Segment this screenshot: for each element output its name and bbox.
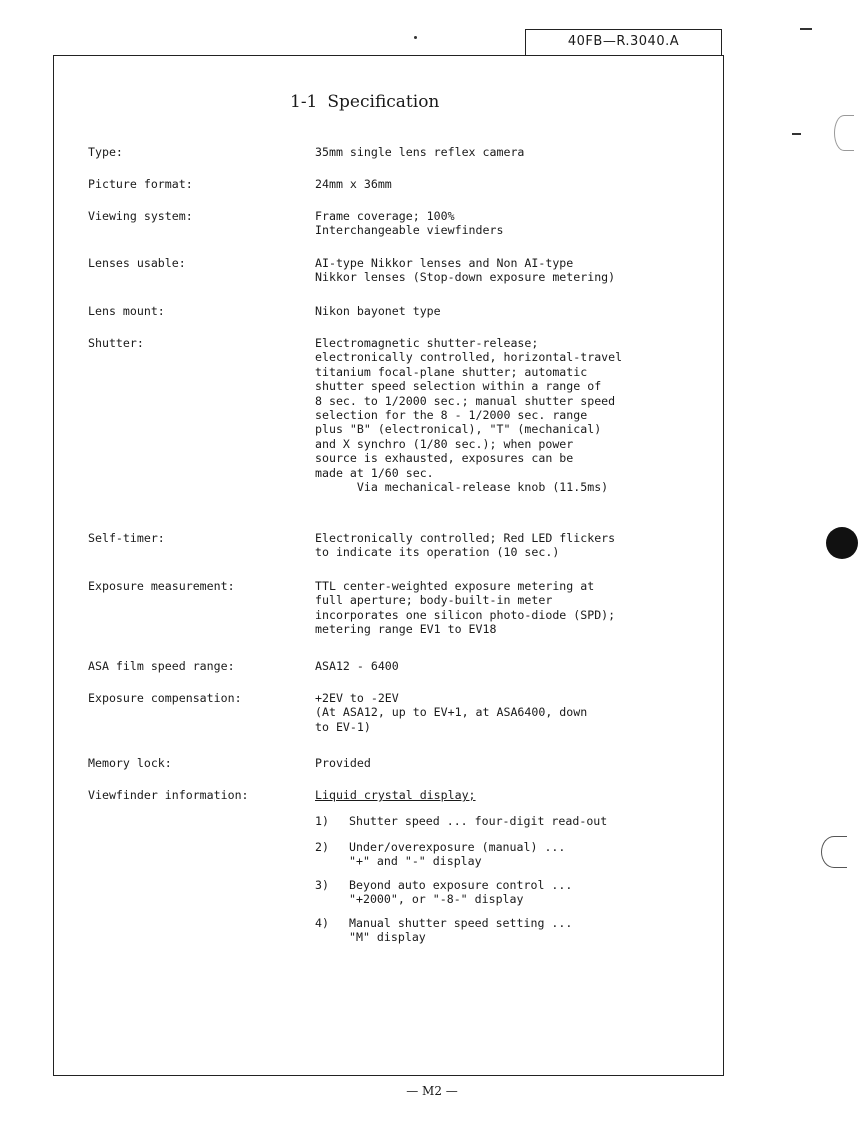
list-item-number: 4): [315, 916, 329, 930]
spec-label: Picture format:: [88, 177, 193, 191]
scan-speck: [414, 36, 417, 39]
list-item-text: Under/overexposure (manual) ... "+" and "-" display: [349, 840, 566, 869]
list-item-text: Beyond auto exposure control ... "+2000", or "-8-" display: [349, 878, 573, 907]
viewfinder-list-item: [315, 916, 695, 974]
list-item-number: 1): [315, 814, 329, 828]
binder-hole-icon: [821, 836, 847, 868]
spec-value: Frame coverage; 100% Interchangeable viewfinders: [315, 209, 504, 238]
spec-label: Viewing system:: [88, 209, 193, 223]
spec-label: Lens mount:: [88, 304, 165, 318]
page-number: — M2 —: [406, 1084, 458, 1098]
list-item-text: Manual shutter speed setting ... "M" display: [349, 916, 573, 945]
spec-label: Lenses usable:: [88, 256, 186, 270]
spec-value: Liquid crystal display;: [315, 788, 476, 802]
list-item-number: 3): [315, 878, 329, 892]
section-title: Specification: [327, 92, 440, 112]
spec-value: AI-type Nikkor lenses and Non AI-type Nikkor lenses (Stop-down exposure metering): [315, 256, 616, 285]
spec-value: Provided: [315, 756, 371, 770]
spec-value: Nikon bayonet type: [315, 304, 441, 318]
section-number: 1-1: [290, 92, 318, 112]
list-item-text: Shutter speed ... four-digit read-out: [349, 814, 608, 828]
scan-mark: [792, 133, 801, 135]
list-item-number: 2): [315, 840, 329, 854]
spec-value: Electronically controlled; Red LED flickers to indicate its operation (10 sec.): [315, 531, 616, 560]
punch-hole-icon: [826, 527, 858, 559]
spec-value: TTL center-weighted exposure metering at full aperture; body-built-in meter incorporates one silicon photo-diode (SPD); metering range EV1 to EV18: [315, 579, 616, 637]
spec-value: +2EV to -2EV (At ASA12, up to EV+1, at ASA6400, down to EV-1): [315, 691, 588, 734]
spec-label: Shutter:: [88, 336, 144, 350]
spec-value: 35mm single lens reflex camera: [315, 145, 525, 159]
spec-value: 24mm x 36mm: [315, 177, 392, 191]
spec-value: Electromagnetic shutter-release; electronically controlled, horizontal-travel titanium focal-plane shutter; automatic shutter speed selection within a range of 8 sec. to 1/2000 sec.; manual shutter speed selection for the 8 - 1/2000 sec. range plus "B" (electronical), "T" (mechanical) and X synchro (1/80 sec.); when power source is exhausted, exposures can be made at 1/60 sec. Via mechanical-release knob (11.5ms): [315, 336, 623, 495]
spec-label: Type:: [88, 145, 123, 159]
spec-label: ASA film speed range:: [88, 659, 235, 673]
spec-label: Viewfinder information:: [88, 788, 249, 802]
spec-label: Self-timer:: [88, 531, 165, 545]
section-heading: [290, 92, 439, 112]
document-number: 40FB—R.3040.A: [525, 29, 722, 55]
spec-label: Exposure measurement:: [88, 579, 235, 593]
scan-mark: [800, 28, 812, 30]
spec-label: Exposure compensation:: [88, 691, 242, 705]
spec-value: ASA12 - 6400: [315, 659, 399, 673]
spec-label: Memory lock:: [88, 756, 172, 770]
binder-hole-icon: [834, 115, 854, 151]
